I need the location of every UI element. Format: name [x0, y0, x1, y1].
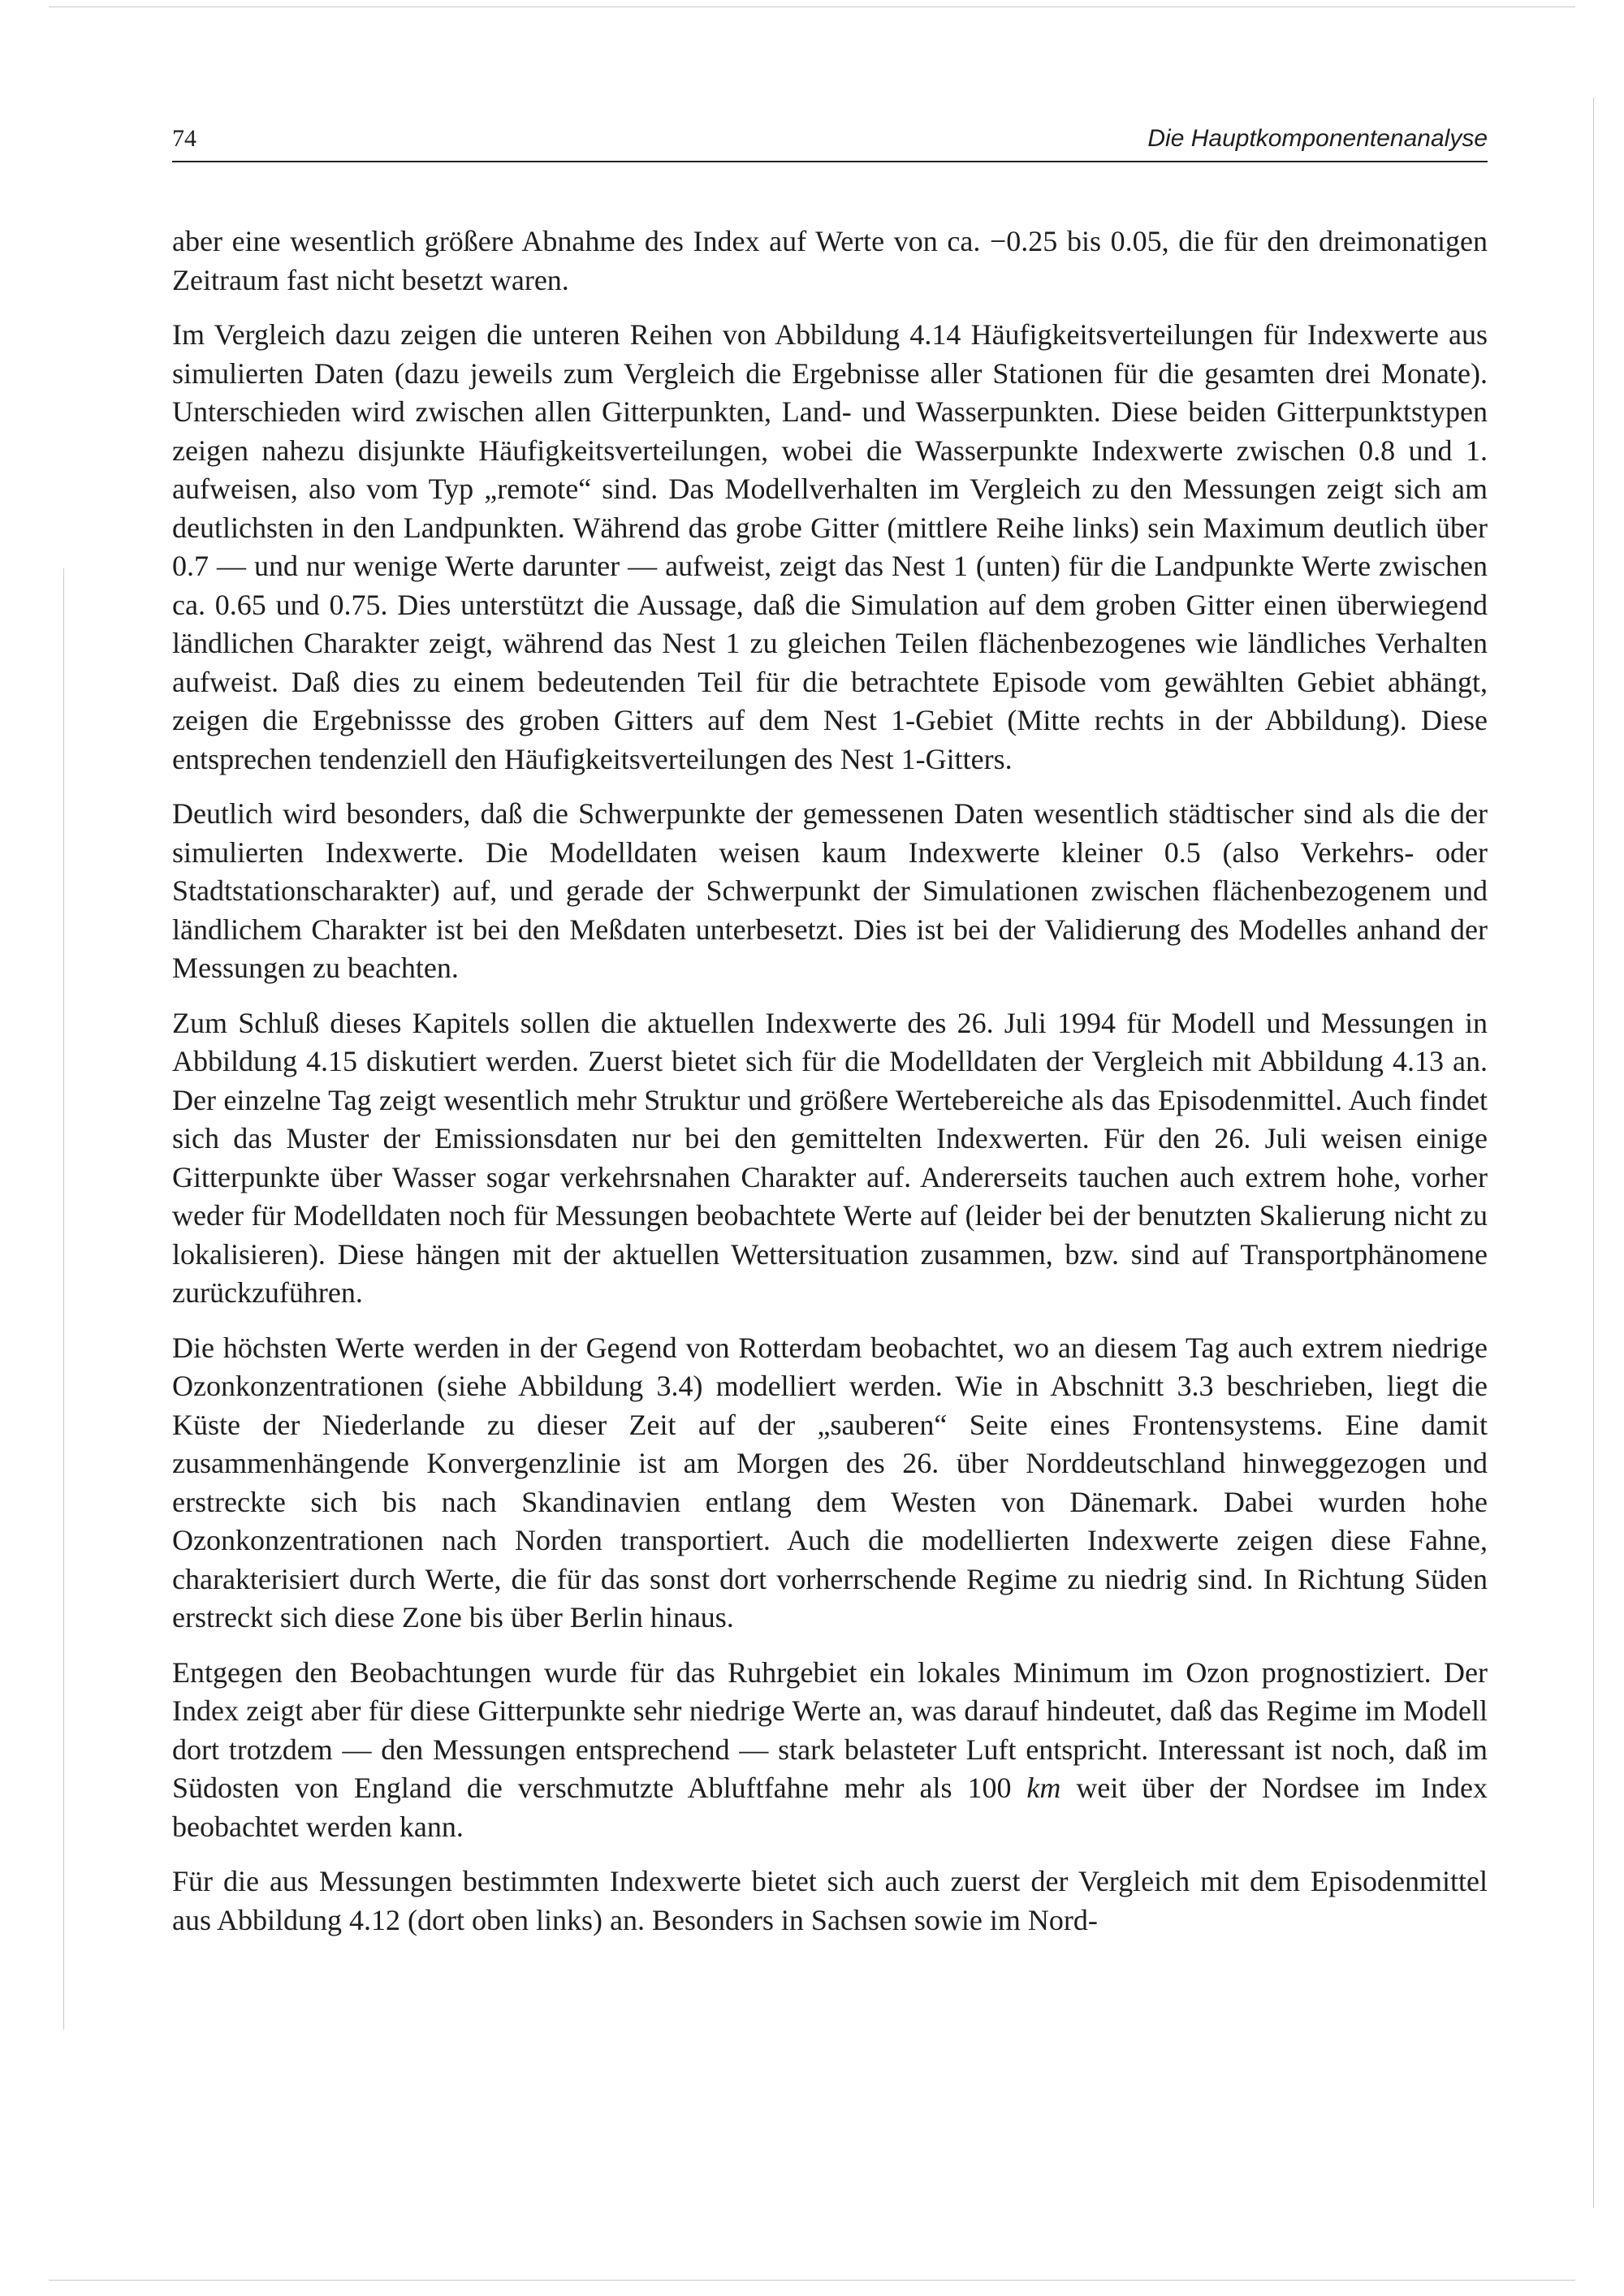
- scan-line-right: [1593, 97, 1594, 2208]
- scan-line-left: [63, 568, 64, 2030]
- paragraph-2: Im Vergleich dazu zeigen die unteren Reihen von Abbildung 4.14 Häufigkeitsverteilungen für Indexwerte aus simulierten Daten (dazu jeweils zum Vergleich die Ergebnisse aller Stationen für die gesamten drei Monate). Unterschieden wird zwischen allen Gitterpunkten, Land- und Wasserpunkten. Diese beiden Gitterpunktstypen zeigen nahezu disjunkte Häufigkeitsverteilungen, wobei die Wasserpunkte Indexwerte zwischen 0.8 und 1. aufweisen, also vom Typ „remote“ sind. Das Modellverhalten im Vergleich zu den Messungen zeigt sich am deutlichsten in den Landpunkten. Während das grobe Gitter (mittlere Reihe links) sein Maximum deutlich über 0.7 — und nur wenige Werte darunter — aufweist, zeigt das Nest 1 (unten) für die Landpunkte Werte zwischen ca. 0.65 und 0.75. Dies unterstützt die Aussage, daß die Simulation auf dem groben Gitter einen überwiegend ländlichen Charakter zeigt, während das Nest 1 zu gleichen Teilen flächenbezogenes wie ländliches Verhalten aufweist. Daß dies zu einem bedeutenden Teil für die betrachtete Episode vom gewählten Gebiet abhängt, zeigen die Ergebnissse des groben Gitters auf dem Nest 1-Gebiet (Mitte rechts in der Abbildung). Diese entsprechen tendenziell den Häufigkeitsverteilungen des Nest 1-Gitters.: [172, 318, 1488, 775]
- scan-line-bottom: [49, 2280, 1575, 2281]
- paragraph-4: Zum Schluß dieses Kapitels sollen die aktuellen Indexwerte des 26. Juli 1994 für Modell und Messungen in Abbildung 4.15 diskutiert werden. Zuerst bietet sich für die Modelldaten der Vergleich mit Abbildung 4.13 an. Der einzelne Tag zeigt wesentlich mehr Struktur und größere Wertebereiche als das Episodenmittel. Auch findet sich das Muster der Emissionsdaten nur bei den gemittelten Indexwerten. Für den 26. Juli weisen einige Gitterpunkte über Wasser sogar verkehrsnahen Charakter auf. Andererseits tauchen auch extrem hohe, vorher weder für Modelldaten noch für Messungen beobachtete Werte auf (leider bei der benutzten Skalierung nicht zu lokalisieren). Diese hängen mit der aktuellen Wettersituation zusammen, bzw. sind auf Transportphänomene zurückzuführen.: [172, 1006, 1488, 1309]
- unit-km: km: [1026, 1772, 1061, 1804]
- paragraph-6-before: Entgegen den Beobachtungen wurde für das Ruhrgebiet ein lokales Minimum im Ozon prognostiziert. Der Index zeigt aber für diese Gitterpunkte sehr niedrige Werte an, was darauf hindeutet, daß das Regime im Modell dort trotzdem — den Messungen entsprechend — stark belasteter Luft entspricht. Interessant ist noch, daß im Südosten von England die verschmutzte Abluftfahne mehr als 100: [172, 1655, 1488, 1804]
- page-header: [172, 122, 1488, 162]
- scan-line-top: [49, 6, 1575, 7]
- paragraph-1: aber eine wesentlich größere Abnahme des Index auf Werte von ca. −0.25 bis 0.05, die für den dreimonatigen Zeitraum fast nicht besetzt waren.: [172, 225, 1488, 296]
- running-title: Die Hauptkomponentenanalyse: [1147, 125, 1488, 152]
- paragraph-6: [172, 1654, 1488, 1847]
- paragraph-5: Die höchsten Werte werden in der Gegend von Rotterdam beobachtet, wo an diesem Tag auch extrem niedrige Ozonkonzentrationen (siehe Abbildung 3.4) modelliert werden. Wie in Abschnitt 3.3 beschrieben, liegt die Küste der Niederlande zu dieser Zeit auf der „sauberen“ Seite eines Frontensystems. Eine damit zusammenhängende Konvergenzlinie ist am Morgen des 26. über Norddeutschland hinweggezogen und erstreckte sich bis nach Skandinavien entlang dem Westen von Dänemark. Dabei wurden hohe Ozonkonzentrationen nach Norden transportiert. Auch die modellierten Indexwerte zeigen diese Fahne, charakterisiert durch Werte, die für das sonst dort vorherrschende Regime zu niedrig sind. In Richtung Süden erstreckt sich diese Zone bis über Berlin hinaus.: [172, 1331, 1488, 1634]
- page-number: 74: [172, 125, 197, 152]
- paragraph-7: Für die aus Messungen bestimmten Indexwerte bietet sich auch zuerst der Vergleich mit dem Episodenmittel aus Abbildung 4.12 (dort oben links) an. Besonders in Sachsen sowie im Nord-: [172, 1865, 1488, 1936]
- paragraph-6-after: weit über der Nordsee im Index beobachtet werden kann.: [172, 1772, 1488, 1843]
- paragraph-3: Deutlich wird besonders, daß die Schwerpunkte der gemessenen Daten wesentlich städtischer sind als die der simulierten Indexwerte. Die Modelldaten weisen kaum Indexwerte kleiner 0.5 (also Verkehrs- oder Stadtstationscharakter) auf, und gerade der Schwerpunkt der Simulationen zwischen flächenbezogenem und ländlichem Charakter ist bei den Meßdaten unterbesetzt. Dies ist bei der Validierung des Modelles anhand der Messungen zu beachten.: [172, 797, 1488, 984]
- body-text: [172, 222, 1488, 1956]
